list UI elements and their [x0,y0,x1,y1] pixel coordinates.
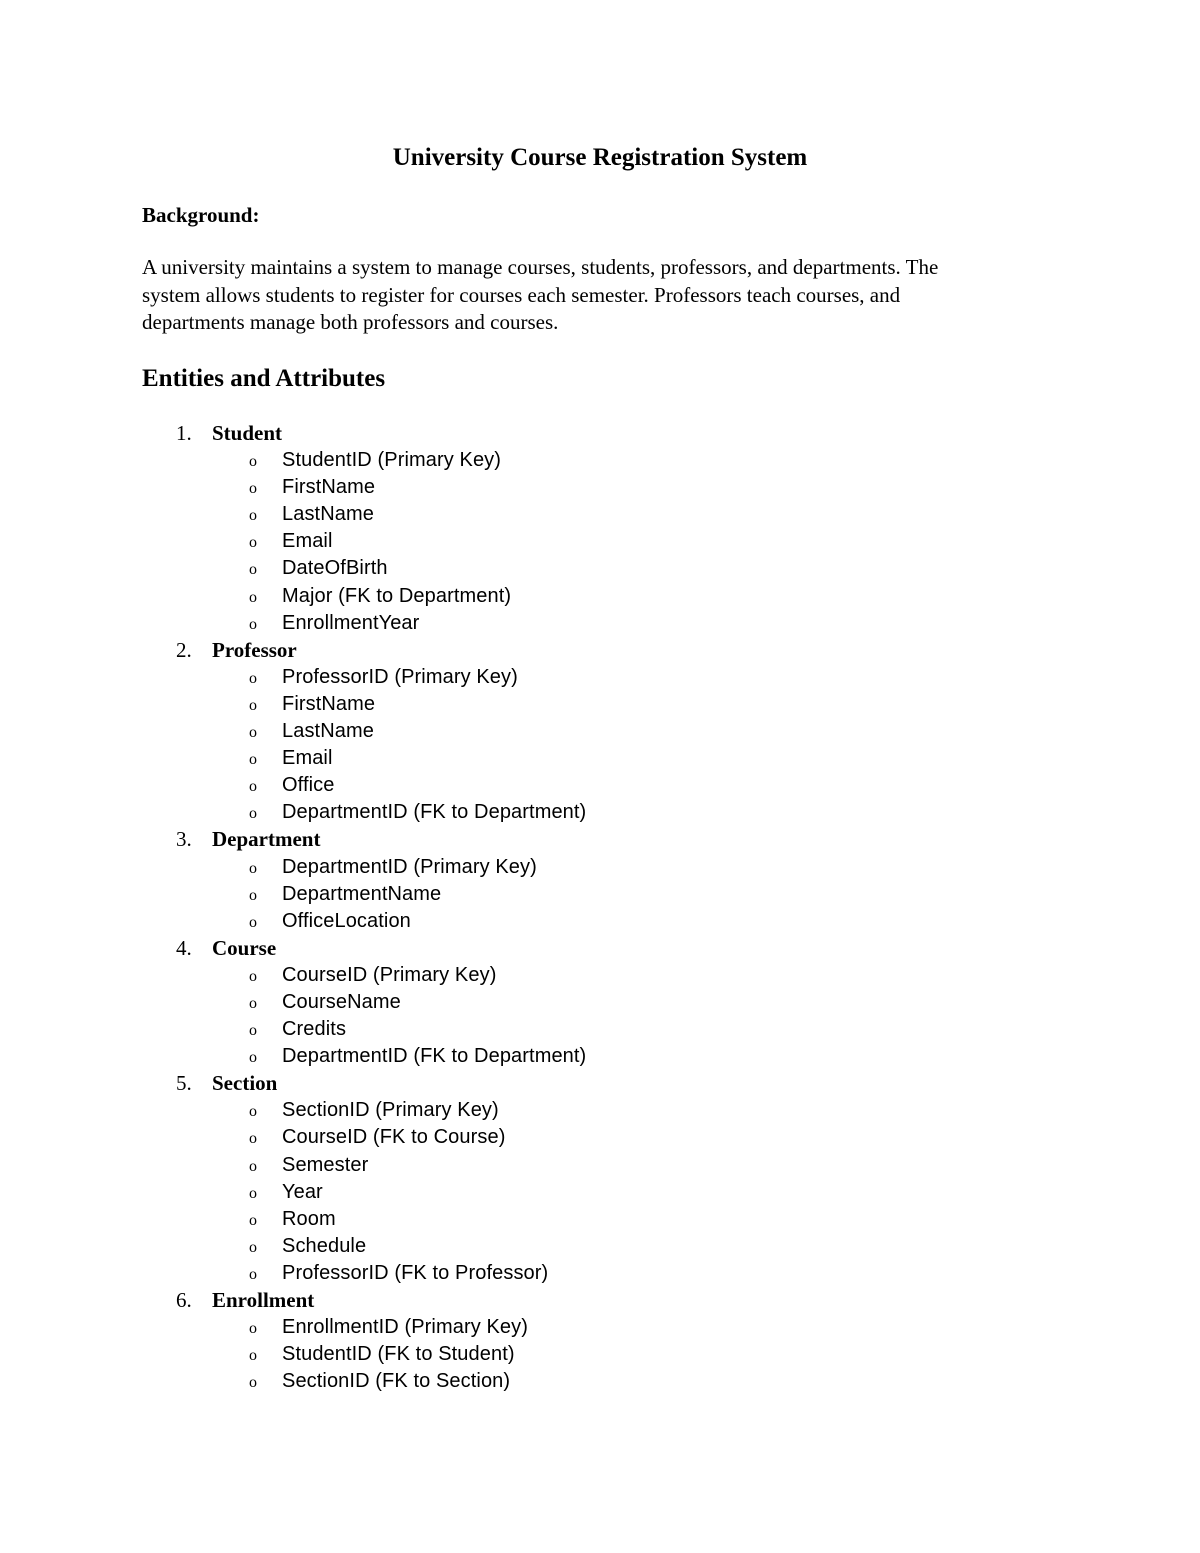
attribute-text: DepartmentName [282,882,442,905]
attribute-text: Room [282,1207,336,1230]
attribute-text: Schedule [282,1234,367,1257]
bullet-icon: o [249,724,257,742]
attribute-text: FirstName [282,692,376,715]
attribute-text: OfficeLocation [282,909,411,932]
bullet-icon: o [249,1157,257,1175]
entities-heading: Entities and Attributes [142,365,386,392]
attribute-text: Semester [282,1153,369,1176]
entity-name: Department [212,827,321,852]
entity-number: 4. [176,935,192,960]
bullet-icon: o [249,534,257,552]
attribute-text: EnrollmentID (Primary Key) [282,1316,528,1339]
bullet-icon: o [249,805,257,823]
attribute-text: Email [282,747,333,770]
bullet-icon: o [249,778,257,796]
attribute-text: Office [282,774,335,797]
attribute-text: DateOfBirth [282,557,388,580]
entity-name: Course [212,935,277,960]
bullet-icon: o [249,913,257,931]
bullet-icon: o [249,1022,257,1040]
attribute-text: Year [282,1180,323,1203]
background-line: A university maintains a system to manage courses, students, professors, and departments. The [142,255,939,279]
attribute-text: StudentID (Primary Key) [282,449,502,472]
attribute-text: EnrollmentYear [282,611,420,634]
bullet-icon: o [249,1347,257,1365]
attribute-text: CourseID (Primary Key) [282,963,497,986]
attribute-text: ProfessorID (FK to Professor) [282,1261,549,1284]
entity-number: 5. [176,1071,192,1096]
attribute-text: LastName [282,503,374,526]
attribute-text: CourseID (FK to Course) [282,1126,506,1149]
entity-name: Section [212,1071,278,1096]
attribute-text: SectionID (Primary Key) [282,1099,499,1122]
attribute-text: LastName [282,720,374,743]
document-title: University Course Registration System [392,144,808,171]
background-paragraph [142,254,1082,337]
bullet-icon: o [249,561,257,579]
attribute-text: Major (FK to Department) [282,584,512,607]
attribute-text: DepartmentID (Primary Key) [282,855,537,878]
attribute-text: SectionID (FK to Section) [282,1370,511,1393]
bullet-icon: o [249,1049,257,1067]
bullet-icon: o [249,859,257,877]
bullet-icon: o [249,1130,257,1148]
entity-number: 6. [176,1288,192,1312]
bullet-icon: o [249,615,257,633]
entity-name: Professor [212,637,297,662]
bullet-icon: o [249,1103,257,1121]
background-line: system allows students to register for courses each semester. Professors teach courses, and [142,282,901,307]
entity-number: 3. [176,827,192,852]
bullet-icon: o [249,669,257,687]
attribute-text: DepartmentID (FK to Department) [282,1045,587,1068]
bullet-icon: o [249,967,257,985]
attribute-text: StudentID (FK to Student) [282,1343,515,1366]
entity-name: Enrollment [212,1288,315,1312]
entity-number: 1. [176,421,192,445]
background-line: departments manage both professors and courses. [142,310,559,334]
attribute-text: CourseName [282,990,401,1013]
bullet-icon: o [249,751,257,769]
attribute-text: DepartmentID (FK to Department) [282,801,587,824]
bullet-icon: o [249,1374,257,1392]
bullet-icon: o [249,994,257,1012]
bullet-icon: o [249,453,257,471]
entity-number: 2. [176,637,192,662]
bullet-icon: o [249,1265,257,1283]
attribute-text: Email [282,530,333,553]
attribute-text: Credits [282,1018,347,1041]
bullet-icon: o [249,886,257,904]
entity-name: Student [212,421,283,445]
background-heading: Background: [142,203,260,227]
bullet-icon: o [249,696,257,714]
bullet-icon: o [249,507,257,525]
bullet-icon: o [249,588,257,606]
attribute-text: ProfessorID (Primary Key) [282,665,518,688]
bullet-icon: o [249,1211,257,1229]
bullet-icon: o [249,480,257,498]
attribute-text: FirstName [282,476,376,499]
bullet-icon: o [249,1320,257,1338]
bullet-icon: o [249,1184,257,1202]
bullet-icon: o [249,1238,257,1256]
